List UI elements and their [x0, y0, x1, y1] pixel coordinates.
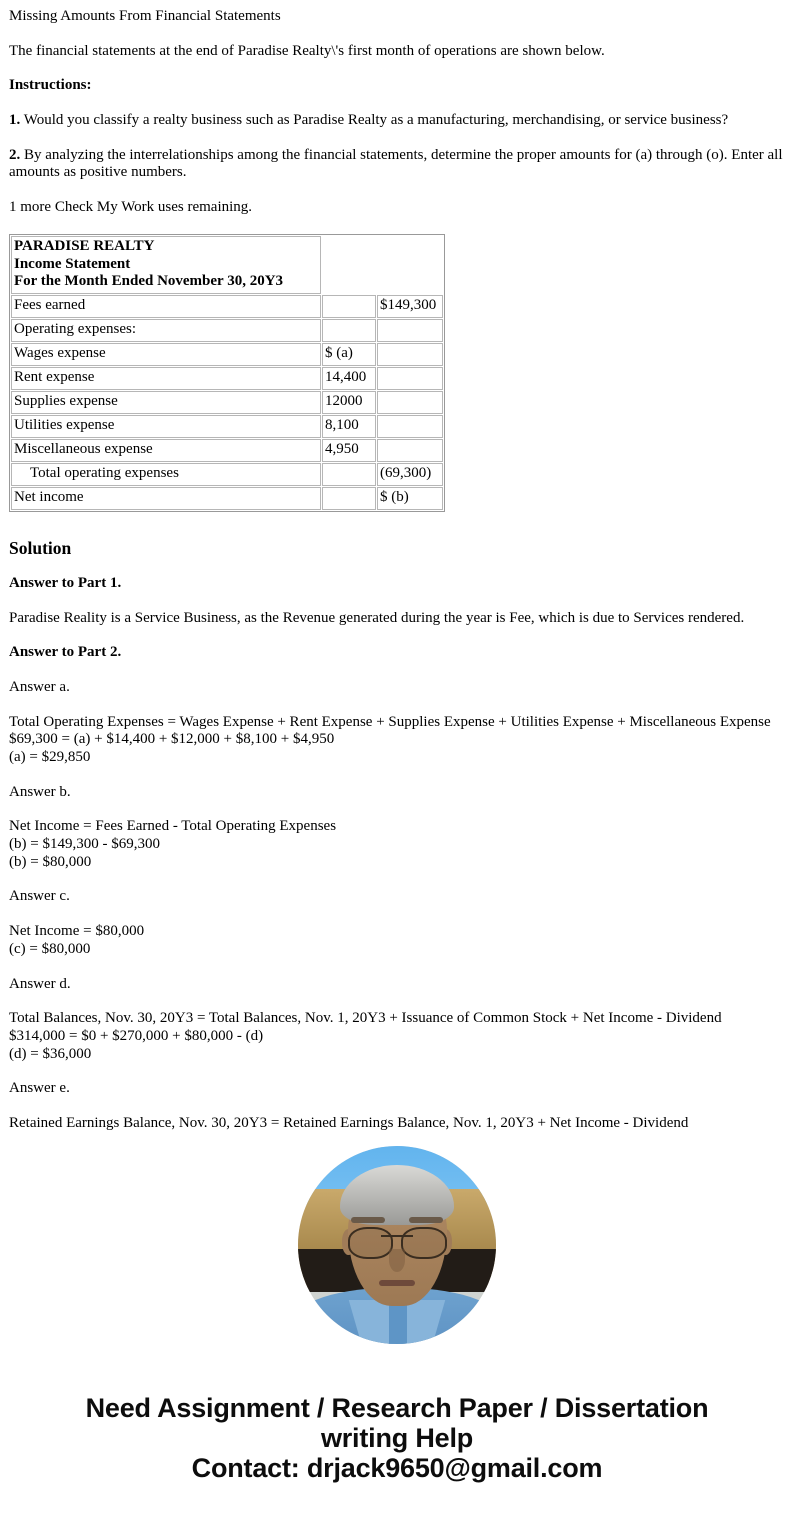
statement-type: Income Statement [14, 255, 131, 272]
footer-contact: Contact: drjack9650@gmail.com [191, 1453, 603, 1484]
check-my-work-status: 1 more Check My Work uses remaining. [9, 199, 253, 216]
footer-line-1: Need Assignment / Research Paper / Dissertation [85, 1392, 709, 1423]
statement-company-name: PARADISE REALTY [14, 237, 155, 254]
answer-body [9, 923, 784, 958]
statement-row-mid-value: 12000 [322, 391, 376, 414]
statement-row-mid-value: 14,400 [322, 367, 376, 390]
answer-line: $69,300 = (a) + $14,400 + $12,000 + $8,100 + $4,950 [9, 731, 335, 748]
statement-row-label: Rent expense [11, 367, 321, 390]
statement-row-right-value [377, 367, 443, 390]
table-row [11, 391, 443, 414]
statement-row-right-value: (69,300) [377, 463, 443, 486]
answer-label: Answer b. [9, 783, 71, 800]
statement-row-right-value: $149,300 [377, 295, 443, 318]
avatar-block [0, 1146, 794, 1349]
intro-paragraph: The financial statements at the end of Paradise Realty\'s first month of operations are shown below. [9, 42, 605, 59]
statement-header-spacer-mid [322, 236, 376, 294]
answer-body [9, 1115, 784, 1133]
table-row [11, 439, 443, 462]
avatar [298, 1146, 496, 1344]
answer-line: (d) = $36,000 [9, 1045, 92, 1062]
avatar-mouth [379, 1280, 415, 1286]
solution-section [0, 530, 794, 1133]
income-statement-body [11, 236, 443, 294]
statement-period: For the Month Ended November 30, 20Y3 [14, 273, 284, 290]
statement-row-mid-value [322, 295, 376, 318]
statement-row-label: Fees earned [11, 295, 321, 318]
answer-label: Answer a. [9, 678, 70, 695]
avatar-tie [389, 1304, 407, 1344]
statement-header-cell [11, 236, 321, 294]
answer-line: Total Operating Expenses = Wages Expense + Rent Expense + Supplies Expense + Utilities Expense + Miscellaneous Expense [9, 713, 771, 730]
answer-line: (b) = $80,000 [9, 853, 92, 870]
statement-row-label: Net income [11, 487, 321, 510]
avatar-lens-right [401, 1227, 447, 1259]
part1-text: Paradise Reality is a Service Business, as the Revenue generated during the year is Fee, which is due to Services rendered. [9, 609, 745, 626]
table-row [11, 343, 443, 366]
answer-line: Retained Earnings Balance, Nov. 30, 20Y3 = Retained Earnings Balance, Nov. 1, 20Y3 + Net Income - Dividend [9, 1114, 689, 1131]
statement-row-mid-value [322, 487, 376, 510]
statement-header-spacer-right [377, 236, 443, 294]
instruction-1-number: 1. [9, 112, 21, 129]
solution-heading: Solution [9, 537, 72, 558]
answer-line: (b) = $149,300 - $69,300 [9, 836, 160, 853]
statement-row-mid-value [322, 463, 376, 486]
table-row [11, 367, 443, 390]
answer-line: Net Income = $80,000 [9, 923, 145, 940]
statement-row-right-value [377, 415, 443, 438]
part1-heading: Answer to Part 1. [9, 574, 122, 591]
answer-line: Total Balances, Nov. 30, 20Y3 = Total Balances, Nov. 1, 20Y3 + Issuance of Common Stock + Net Income - Dividend [9, 1010, 722, 1027]
statement-row-right-value [377, 439, 443, 462]
instruction-2-text: By analyzing the interrelationships among the financial statements, determine the proper amounts for (a) through (o). Enter all amounts as positive numbers. [9, 146, 783, 181]
statement-header-row [11, 236, 443, 294]
table-row [11, 415, 443, 438]
answer-line: $314,000 = $0 + $270,000 + $80,000 - (d) [9, 1027, 264, 1044]
statement-row-label: Utilities expense [11, 415, 321, 438]
answer-label: Answer d. [9, 975, 71, 992]
instruction-1 [9, 112, 784, 130]
statement-row-label: Total operating expenses [11, 463, 321, 486]
statement-row-label: Supplies expense [11, 391, 321, 414]
avatar-glasses-bridge [381, 1235, 413, 1237]
statement-row-right-value [377, 319, 443, 342]
statement-row-right-value: $ (b) [377, 487, 443, 510]
table-row [11, 319, 443, 342]
answer-body [9, 714, 784, 767]
statement-row-right-value [377, 391, 443, 414]
answer-label: Answer c. [9, 888, 70, 905]
table-row [11, 463, 443, 486]
statement-row-mid-value [322, 319, 376, 342]
answer-line: (a) = $29,850 [9, 749, 91, 765]
statement-row-mid-value: 4,950 [322, 439, 376, 462]
answer-line: (c) = $80,000 [9, 940, 91, 957]
table-row [11, 295, 443, 318]
footer-line-2: writing Help [320, 1422, 474, 1453]
statement-row-right-value [377, 343, 443, 366]
footer-promo [0, 1393, 794, 1490]
answer-body [9, 1010, 784, 1063]
document-content [0, 0, 794, 217]
income-statement-table [9, 234, 445, 512]
statement-row-mid-value: 8,100 [322, 415, 376, 438]
answer-label: Answer e. [9, 1080, 70, 1097]
answer-line: Net Income = Fees Earned - Total Operating Expenses [9, 818, 337, 835]
instruction-2-number: 2. [9, 146, 21, 163]
answers-container [9, 679, 784, 1133]
statement-row-label: Wages expense [11, 343, 321, 366]
avatar-eyebrow-right [409, 1217, 443, 1223]
instruction-1-text: Would you classify a realty business such as Paradise Realty as a manufacturing, merchandising, or service business? [23, 112, 729, 129]
table-row [11, 487, 443, 510]
statement-rows [11, 295, 443, 510]
page-title: Missing Amounts From Financial Statements [9, 8, 281, 24]
avatar-lens-left [348, 1227, 394, 1259]
income-statement-wrapper [0, 234, 794, 512]
statement-row-label: Miscellaneous expense [11, 439, 321, 462]
instructions-label: Instructions: [9, 77, 92, 94]
part2-heading: Answer to Part 2. [9, 644, 122, 661]
statement-row-label: Operating expenses: [11, 319, 321, 342]
answer-body [9, 818, 784, 871]
avatar-eyebrow-left [351, 1217, 385, 1223]
statement-row-mid-value: $ (a) [322, 343, 376, 366]
instruction-2 [9, 147, 784, 182]
